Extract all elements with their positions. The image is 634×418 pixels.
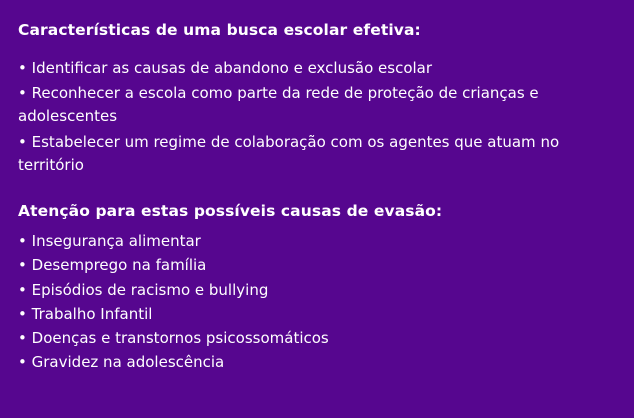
bullet-marker: • — [18, 132, 27, 151]
list-item-text: Insegurança alimentar — [31, 232, 201, 251]
list-item — [18, 57, 578, 80]
list-item — [18, 303, 578, 326]
bullet-marker: • — [18, 84, 27, 103]
list-item-text: Reconhecer a escola como parte da rede de proteção de crianças e adolescentes — [18, 84, 539, 126]
list-item — [18, 230, 578, 253]
bullet-marker: • — [18, 304, 27, 323]
list-item — [18, 82, 578, 129]
section-two-bullet-list — [18, 230, 616, 375]
list-item-text: Gravidez na adolescência — [31, 353, 225, 372]
section-one-heading: Características de uma busca escolar efetiva: — [18, 21, 421, 39]
list-item-text: Episódios de racismo e bullying — [31, 280, 269, 299]
bullet-marker: • — [18, 280, 27, 299]
list-item-text: Desemprego na família — [31, 256, 207, 275]
list-item-text: Identificar as causas de abandono e exclusão escolar — [31, 58, 433, 77]
bullet-marker: • — [18, 256, 27, 275]
bullet-marker: • — [18, 329, 27, 348]
bullet-marker: • — [18, 232, 27, 251]
section-two-heading: Atenção para estas possíveis causas de evasão: — [18, 202, 443, 221]
section-effective-search — [18, 20, 616, 177]
list-item-text: Trabalho Infantil — [31, 304, 153, 323]
bullet-marker: • — [18, 58, 27, 77]
section-dropout-causes — [18, 201, 616, 374]
bullet-marker: • — [18, 353, 27, 372]
list-item — [18, 351, 578, 374]
list-item — [18, 254, 578, 277]
list-item-text: Estabelecer um regime de colaboração com os agentes que atuam no território — [18, 132, 560, 174]
list-item-text: Doenças e transtornos psicossomáticos — [31, 329, 329, 348]
list-item — [18, 327, 578, 350]
section-one-bullet-list — [18, 57, 616, 177]
list-item — [18, 279, 578, 302]
list-item — [18, 131, 578, 178]
